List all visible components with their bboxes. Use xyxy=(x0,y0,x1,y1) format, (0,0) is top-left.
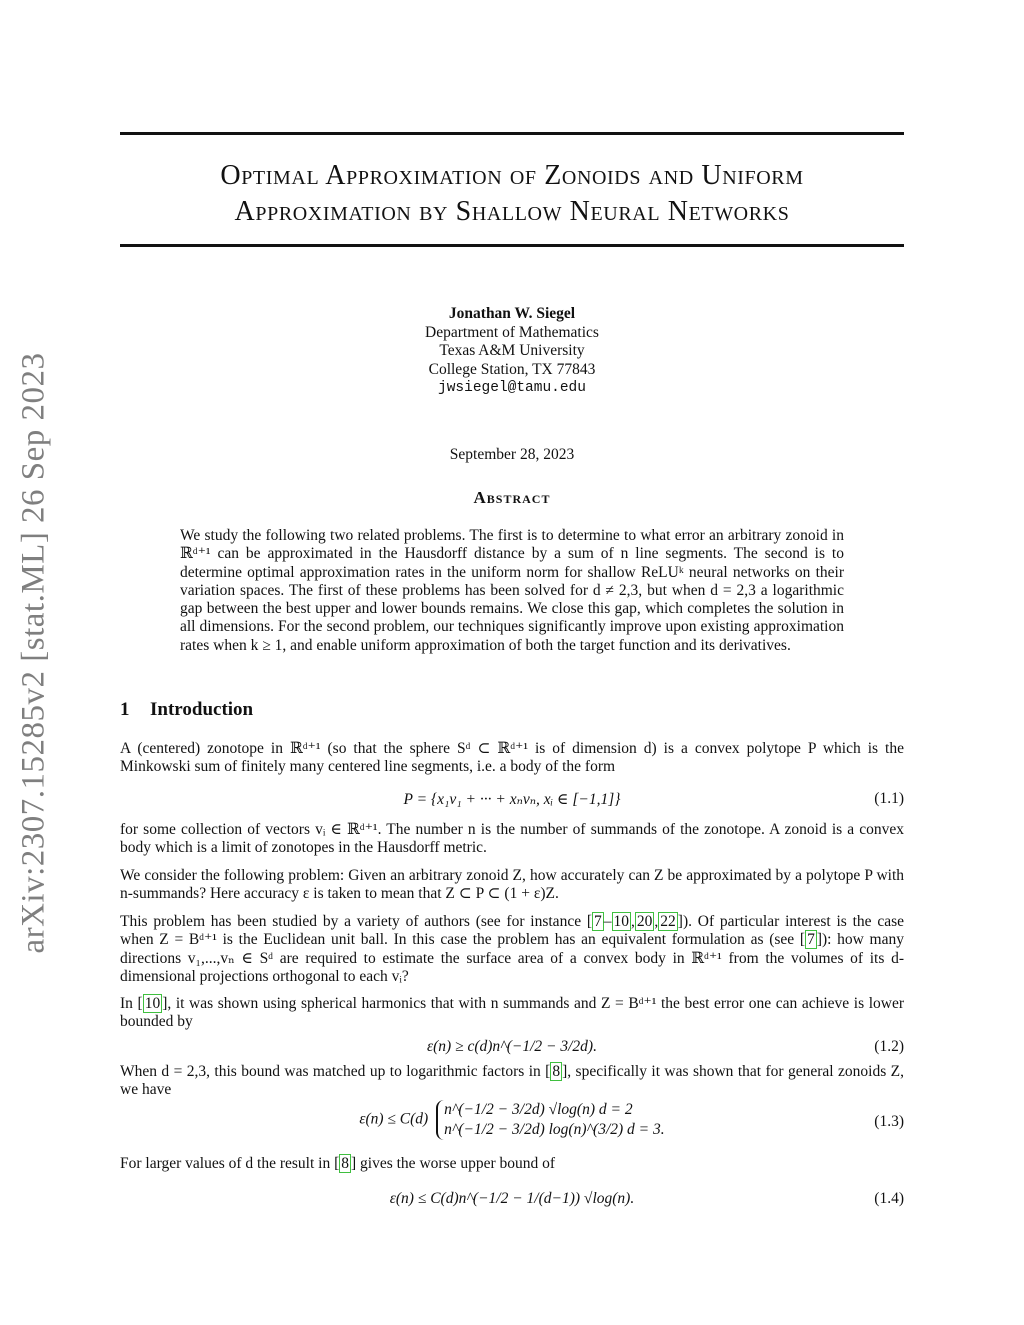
text-fragment: This problem has been studied by a variety of authors (see for instance [ xyxy=(120,913,593,930)
section-heading-introduction xyxy=(120,699,253,721)
paragraph-larger-d xyxy=(120,1155,904,1173)
paper-date: September 28, 2023 xyxy=(449,446,575,463)
text-fragment: ] gives the worse upper bound of xyxy=(351,1155,556,1172)
equation-1-3 xyxy=(120,1100,904,1140)
equation-1-3-case-1: n^(−1/2 − 3/2d) √log(n) d = 2 xyxy=(444,1101,633,1118)
paragraph-zonoid-definition: for some collection of vectors vᵢ ∈ ℝᵈ⁺¹. The number n is the number of summands of the zonotope. A zonoid is a convex body which is a limit of zonotopes in the Hausdorff metric. xyxy=(120,821,904,857)
paragraph-zonotope-definition: A (centered) zonotope in ℝᵈ⁺¹ (so that the sphere Sᵈ ⊂ ℝᵈ⁺¹ is of dimension d) is a convex polytope P which is the Minkowski sum of finitely many centered line segments, i.e. a body of the form xyxy=(120,740,904,776)
author-name: Jonathan W. Siegel xyxy=(448,305,576,322)
citation-link[interactable]: 8 xyxy=(552,1063,561,1080)
citation-link[interactable]: 8 xyxy=(341,1155,349,1172)
equation-1-3-cases xyxy=(436,1100,665,1140)
author-university: Texas A&M University xyxy=(439,342,585,359)
author-email[interactable]: jwsiegel@tamu.edu xyxy=(438,380,586,396)
abstract-heading: Abstract xyxy=(473,488,551,507)
citation-link[interactable]: 22 xyxy=(660,913,676,930)
text-fragment: For larger values of d the result in [ xyxy=(120,1155,340,1172)
citation-link[interactable]: 10 xyxy=(613,913,630,930)
citation-link[interactable]: 20 xyxy=(636,913,653,930)
equation-1-1-tag: (1.1) xyxy=(874,790,904,807)
title-line-2: Approximation by Shallow Neural Networks xyxy=(234,196,790,227)
equation-1-3-body xyxy=(120,1100,904,1140)
citation-link[interactable]: 7 xyxy=(807,931,815,949)
paragraph-prior-work: This problem has been studied by a variety of authors (see for instance [ 7 – 10 , 20 , 22 ]). Of particular interest is the case when Z = Bᵈ⁺¹ is the Euclidean unit ball. In this case the problem has an equivalent formulation as (see [ 7 ]): how many directions v₁,...,vₙ ∈ Sᵈ are required to estimate the surface area of a convex body in ℝᵈ⁺¹ from the volumes of its d-dimensional projections orthogonal to each vᵢ? xyxy=(120,913,904,985)
text-fragment: When d = 2,3, this bound was matched up to logarithmic factors in [ xyxy=(120,1063,551,1080)
text-fragment: ], it was shown using spherical harmonics that with n summands and Z = Bᵈ⁺¹ the best error one can achieve is lower bounded by xyxy=(120,995,905,1031)
equation-1-4 xyxy=(120,1190,904,1208)
equation-1-3-tag: (1.3) xyxy=(874,1113,904,1130)
equation-1-2-body: ε(n) ≥ c(d)n^(−1/2 − 3/2d). xyxy=(427,1038,597,1055)
citation-link[interactable]: 7 xyxy=(594,913,602,930)
title-bottom-rule xyxy=(120,244,904,247)
equation-1-2 xyxy=(120,1038,904,1056)
equation-1-4-body: ε(n) ≤ C(d)n^(−1/2 − 1/(d−1)) √log(n). xyxy=(389,1190,635,1207)
text-fragment: ], specifically it was shown that for general zonoids Z, we have xyxy=(120,1063,905,1099)
title-line-1: Optimal Approximation of Zonoids and Uniform xyxy=(220,160,804,191)
text-fragment: In [ xyxy=(120,995,143,1012)
section-number: 1 xyxy=(120,699,130,720)
text-fragment: ]): how many directions v₁,...,vₙ ∈ Sᵈ are required to estimate the surface area of a convex body in ℝᵈ⁺¹ from the volumes of its d-dimensional projections orthogonal to each vᵢ? xyxy=(120,931,904,985)
title-top-rule xyxy=(120,132,904,135)
equation-1-2-tag: (1.2) xyxy=(874,1038,904,1055)
paper-title xyxy=(120,158,904,230)
paragraph-problem-statement: We consider the following problem: Given an arbitrary zonoid Z, how accurately can Z be approximated by a polytope P with n-summands? Here accuracy ε is taken to mean that Z ⊂ P ⊂ (1 + ε)Z. xyxy=(120,867,904,903)
equation-1-1-body: P = {x₁v₁ + ··· + xₙvₙ, xᵢ ∈ [−1,1]} xyxy=(403,791,621,808)
section-title: Introduction xyxy=(150,699,254,720)
text-fragment: – xyxy=(603,913,612,930)
paragraph-lower-bound xyxy=(120,995,904,1032)
equation-1-3-case-2: n^(−1/2 − 3/2d) log(n)^(3/2) d = 3. xyxy=(444,1121,665,1138)
equation-1-1 xyxy=(120,790,904,809)
paragraph-upper-bound-small-d xyxy=(120,1063,904,1100)
citation-link[interactable]: 10 xyxy=(144,995,161,1012)
author-city: College Station, TX 77843 xyxy=(428,360,596,378)
abstract-body: We study the following two related problems. The first is to determine to what error an arbitrary zonoid in ℝᵈ⁺¹ can be approximated in the Hausdorff distance by a sum of n line segments. The second is to determine optimal approximation rates in the uniform norm for shallow ReLUᵏ neural networks on their variation spaces. The first of these problems has been solved for d ≠ 2,3, but when d = 2,3 a logarithmic gap between the best upper and lower bounds remains. We close this gap, which completes the solution in all dimensions. For the second problem, our techniques significantly improve upon existing approximation rates when k ≥ 1, and enable uniform approximation of both the target function and its derivatives. xyxy=(180,527,844,654)
text-fragment: ]). Of particular interest is the case when Z = Bᵈ⁺¹ is the Euclidean unit ball. In this case the problem has an equivalent formulation as (see [ xyxy=(120,913,904,949)
equation-1-4-tag: (1.4) xyxy=(874,1190,904,1207)
author-block xyxy=(312,305,712,398)
arxiv-identifier-stamp: arXiv:2307.15285v2 [stat.ML] 26 Sep 2023 xyxy=(15,352,52,954)
author-department: Department of Mathematics xyxy=(425,323,599,341)
equation-1-3-lhs: ε(n) ≤ C(d) xyxy=(359,1110,429,1128)
